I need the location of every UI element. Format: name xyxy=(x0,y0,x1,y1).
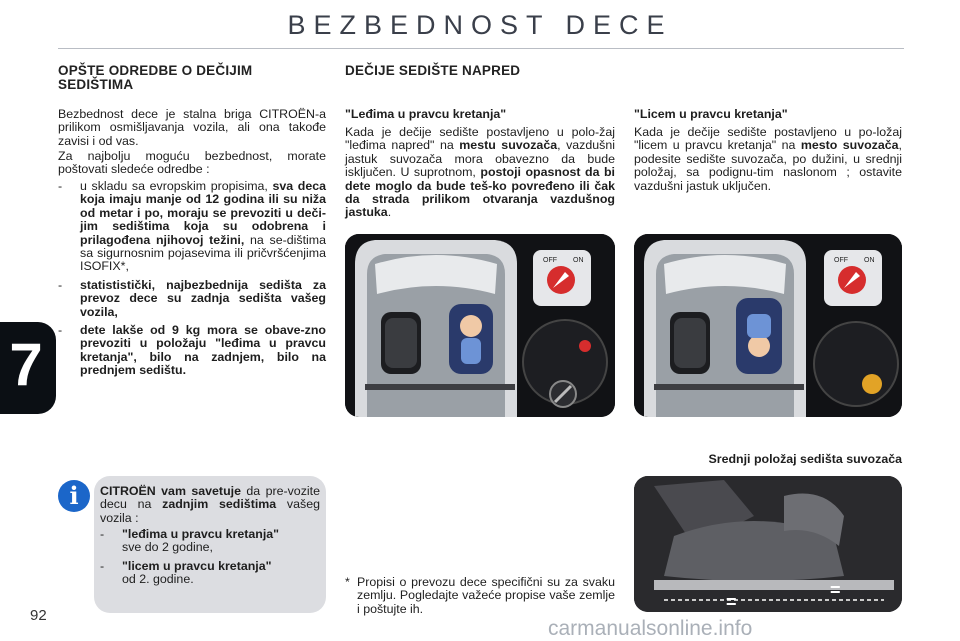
footnote-star: * xyxy=(345,575,350,589)
tip-brand: CITROËN vam savetuje xyxy=(100,484,241,498)
list-item-bold: statististički, najbezbednija sedišta za prevoz dece su zadnja sedišta vašeg vozila, xyxy=(80,277,326,319)
list-item-text: na se-dištima sa sigurnosnim pojasevima ili pričvršćenjima ISOFIX*, xyxy=(80,232,327,274)
seat-rail xyxy=(654,580,894,590)
list-item xyxy=(58,279,326,319)
tip-text-part: da pre-vozite decu na xyxy=(100,484,320,512)
text-part: Kada je dečije sedište postavljeno u po-ložaj "licem u pravcu kretanja" na xyxy=(634,125,902,153)
list-item-bold: "licem u pravcu kretanja" xyxy=(122,558,272,573)
switch-off-label: OFF xyxy=(543,257,557,264)
front-seat-heading: DEČIJE SEDIŠTE NAPRED xyxy=(345,63,521,78)
forward-facing-text xyxy=(634,126,902,193)
info-icon: i xyxy=(58,480,90,512)
list-item-bold: "leđima u pravcu kretanja" xyxy=(122,527,280,541)
tip-text xyxy=(100,485,320,525)
list-item xyxy=(58,324,326,378)
seat-position-caption: Srednji položaj sedišta suvozača xyxy=(708,452,902,466)
page-title: BEZBEDNOST DECE xyxy=(287,10,673,40)
heading-line-2: SEDIŠTIMA xyxy=(58,77,134,92)
tip-bold-part: zadnjim sedištima xyxy=(162,497,277,512)
general-provisions-heading xyxy=(58,64,326,92)
provisions-list xyxy=(58,180,326,378)
rear-facing-title: "Leđima u pravcu kretanja" xyxy=(345,107,507,121)
seat-position-illustration xyxy=(634,476,902,612)
list-item-bold: dete lakše od 9 kg mora se obave-zno prevoziti u položaju "leđima u pravcu kretanja", bilo na zadnjem, bilo na prednjem sedištu. xyxy=(80,323,326,378)
list-item-bold: sva deca koja imaju manje od 12 godina ili su niža od metar i po, moraju se prevoziti u deči-jim sedištima koja su odobrena i prilagođena njihovoj težini, xyxy=(80,179,326,247)
provisions-paragraph: Za najbolju moguću bezbednost, morate poštovati sledeće odredbe : xyxy=(58,149,326,177)
heading-line-1: OPŠTE ODREDBE O DEČIJIM xyxy=(58,63,253,78)
car-top-view-rear-facing xyxy=(345,234,615,417)
list-item xyxy=(58,180,326,274)
intro-paragraph: Bezbednost dece je stalna briga CITROËN-a prilikom osmišljavanja vozila, ali ona takođe zavisi i od vas. xyxy=(58,107,326,148)
list-item-text: sve do 2 godine, xyxy=(122,540,213,555)
footnote-text: Propisi o prevozu dece specifični su za svaku zemlju. Pogledajte važeće propise vaše zemlje i poštujte ih. xyxy=(357,575,615,616)
switch-on-label: ON xyxy=(573,257,584,264)
bold-part: postoji opasnost da bi dete moglo da bude teš-ko povređeno ili čak da strada prilikom otvaranja vazdušnog jastuka xyxy=(345,165,615,220)
rear-facing-illustration xyxy=(345,234,615,417)
bold-part: mestu suvozača xyxy=(459,138,558,153)
list-item-text: od 2. godine. xyxy=(122,572,194,587)
title-divider xyxy=(58,48,904,49)
page-number: 92 xyxy=(30,607,47,624)
watermark: carmanualsonline.info xyxy=(548,617,753,640)
text-part: , podesite sedište suvozača, po dužini, u srednji položaj, sa podignu-tim naslonom ; ostavite vazdušni jastuk uključen. xyxy=(634,138,902,193)
tip-text-part: vašeg vozila : xyxy=(100,497,320,525)
list-item xyxy=(100,528,320,555)
airbag-warning-icon xyxy=(579,340,591,352)
list-dash: - xyxy=(100,527,105,541)
bold-part: mesto suvozača xyxy=(800,138,899,153)
forward-facing-title: "Licem u pravcu kretanja" xyxy=(634,107,788,121)
list-dash: - xyxy=(100,558,105,573)
list-item xyxy=(100,560,320,587)
text-part: , vazdušni jastuk suvozača mora obavezno da bude isključen. U suprotnom, xyxy=(345,138,615,180)
airbag-on-icon xyxy=(862,374,882,394)
switch-off-label: OFF xyxy=(834,257,848,264)
switch-on-label: ON xyxy=(864,257,875,264)
passenger-seat-side-view xyxy=(634,476,902,612)
list-item-text: u skladu sa evropskim propisima, xyxy=(80,179,268,193)
svg-text:=: = xyxy=(726,592,737,612)
list-dash: - xyxy=(58,277,63,292)
text-part: . xyxy=(387,205,392,220)
footnote xyxy=(345,576,615,616)
list-dash: - xyxy=(58,323,63,338)
chapter-number: 7 xyxy=(9,331,43,398)
text-part: Kada je dečije sedište postavljeno u polo-žaj "leđima napred" na xyxy=(345,125,615,153)
tip-list xyxy=(100,528,320,587)
list-dash: - xyxy=(58,179,63,193)
car-top-view-forward-facing xyxy=(634,234,902,417)
svg-text:=: = xyxy=(830,580,841,600)
rear-facing-text xyxy=(345,126,615,220)
forward-facing-illustration xyxy=(634,234,902,417)
